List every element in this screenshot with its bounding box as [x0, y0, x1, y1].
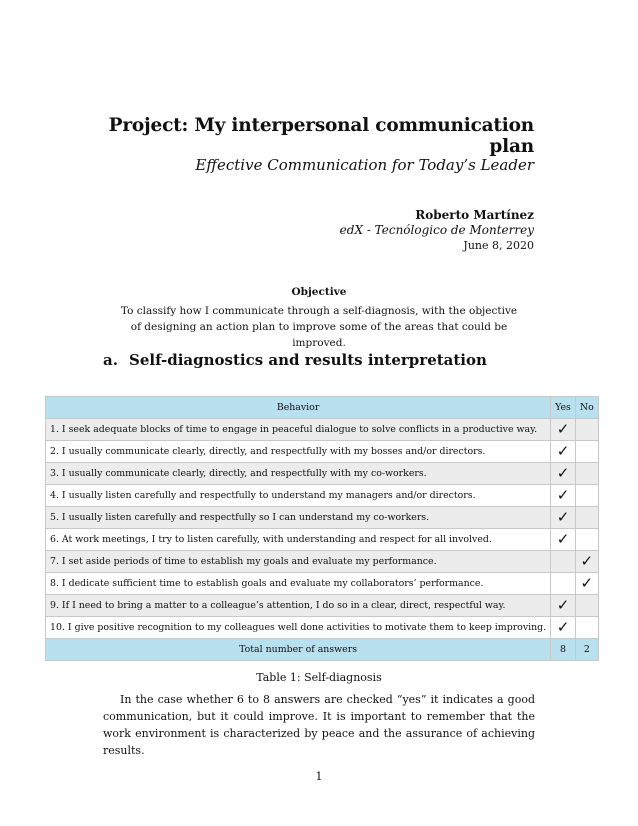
table-row [46, 617, 599, 639]
table-row [46, 507, 599, 529]
author-institution: edX - Tecnólogico de Monterrey [339, 223, 534, 237]
objective-text: To classify how I communicate through a self-diagnosis, with the objective of designing an action plan to improve some of the areas that could be improved. [120, 305, 518, 349]
table-row [46, 485, 599, 507]
behavior-cell: 9. If I need to bring a matter to a colleague’s attention, I do so in a clear, direct, respectful way. [46, 595, 551, 617]
author-name: Roberto Martínez [415, 208, 534, 222]
objective-heading: Objective [291, 286, 347, 298]
checkmark-icon: ✓ [556, 530, 570, 548]
table-header-row [46, 397, 599, 419]
author-block [100, 208, 534, 253]
no-cell [575, 463, 598, 485]
yes-cell [551, 551, 576, 573]
checkmark-icon: ✓ [556, 618, 570, 636]
document-date: June 8, 2020 [463, 239, 534, 252]
document-title: Project: My interpersonal communication plan [108, 115, 534, 157]
behavior-cell: 2. I usually communicate clearly, directly, and respectfully with my bosses and/or directors. [46, 441, 551, 463]
page-number: 1 [315, 770, 323, 783]
yes-cell [551, 419, 576, 441]
table-row [46, 463, 599, 485]
yes-cell [551, 617, 576, 639]
yes-cell [551, 485, 576, 507]
no-cell [575, 419, 598, 441]
header-behavior: Behavior [46, 397, 551, 419]
behavior-cell: 5. I usually listen carefully and respectfully so I can understand my co-workers. [46, 507, 551, 529]
table-row [46, 529, 599, 551]
behavior-cell: 4. I usually listen carefully and respectfully to understand my managers and/or directors. [46, 485, 551, 507]
no-cell [575, 441, 598, 463]
total-yes: 8 [551, 639, 576, 661]
section-number: a. [103, 351, 118, 369]
header-yes: Yes [551, 397, 576, 419]
interpretation-paragraph: In the case whether 6 to 8 answers are checked “yes” it indicates a good communication, but it could improve. It is important to remember that the work environment is characterized by peace and the assurance of achieving results. [103, 693, 535, 757]
no-cell [575, 573, 598, 595]
yes-cell [551, 573, 576, 595]
checkmark-icon: ✓ [580, 574, 594, 592]
checkmark-icon: ✓ [556, 420, 570, 438]
no-cell [575, 595, 598, 617]
document-subtitle: Effective Communication for Today’s Leader [195, 156, 534, 174]
self-diagnosis-table [45, 396, 599, 661]
table-row [46, 595, 599, 617]
section-heading [103, 351, 487, 369]
yes-cell [551, 595, 576, 617]
no-cell [575, 485, 598, 507]
no-cell [575, 617, 598, 639]
behavior-cell: 7. I set aside periods of time to establish my goals and evaluate my performance. [46, 551, 551, 573]
total-label: Total number of answers [46, 639, 551, 661]
table-caption: Table 1: Self-diagnosis [256, 671, 382, 684]
header-no: No [575, 397, 598, 419]
table-row [46, 441, 599, 463]
checkmark-icon: ✓ [556, 486, 570, 504]
checkmark-icon: ✓ [580, 552, 594, 570]
behavior-cell: 10. I give positive recognition to my colleagues well done activities to motivate them to keep improving. [46, 617, 551, 639]
checkmark-icon: ✓ [556, 596, 570, 614]
table-row [46, 419, 599, 441]
no-cell [575, 507, 598, 529]
behavior-cell: 6. At work meetings, I try to listen carefully, with understanding and respect for all involved. [46, 529, 551, 551]
behavior-cell: 8. I dedicate sufficient time to establish goals and evaluate my collaborators’ performance. [46, 573, 551, 595]
no-cell [575, 529, 598, 551]
behavior-cell: 3. I usually communicate clearly, directly, and respectfully with my co-workers. [46, 463, 551, 485]
table-total-row [46, 639, 599, 661]
no-cell [575, 551, 598, 573]
table-body [46, 419, 599, 639]
yes-cell [551, 463, 576, 485]
checkmark-icon: ✓ [556, 508, 570, 526]
table-row [46, 573, 599, 595]
table-row [46, 551, 599, 573]
checkmark-icon: ✓ [556, 442, 570, 460]
total-no: 2 [575, 639, 598, 661]
yes-cell [551, 507, 576, 529]
checkmark-icon: ✓ [556, 464, 570, 482]
yes-cell [551, 529, 576, 551]
behavior-cell: 1. I seek adequate blocks of time to engage in peaceful dialogue to solve conflicts in a productive way. [46, 419, 551, 441]
section-title: Self-diagnostics and results interpretation [129, 351, 487, 369]
yes-cell [551, 441, 576, 463]
